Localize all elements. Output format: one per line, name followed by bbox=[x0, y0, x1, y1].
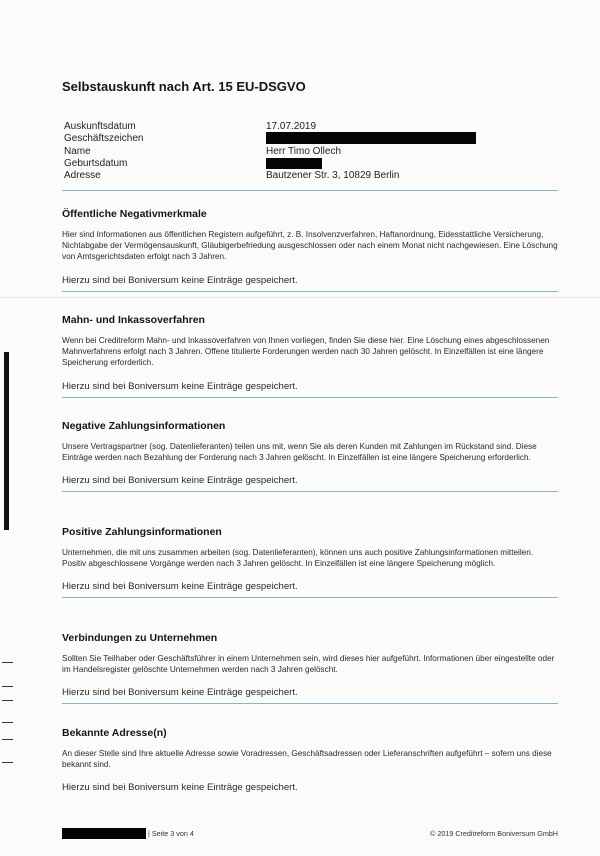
section-oeffentliche-negativmerkmale bbox=[62, 208, 558, 292]
name-value: Herr Timo Ollech bbox=[266, 145, 342, 157]
section-body: Unternehmen, die mit uns zusammen arbeiten (sog. Datenlieferanten), können uns auch positive Zahlungsinformationen mitteilen. Positiv abgeschlossene Vorgänge werden nach 3 Jahren gelöscht. In Einzelfällen ist eine längere Speicherung möglich. bbox=[62, 548, 534, 569]
info-table bbox=[64, 121, 558, 182]
auskunftsdatum-value: 17.07.2019 bbox=[266, 121, 317, 132]
section-positive-zahlungsinformationen bbox=[62, 526, 558, 598]
redaction-bar bbox=[62, 828, 146, 839]
section-mahn-inkasso bbox=[62, 314, 558, 398]
adresse-value: Bautzener Str. 3, 10829 Berlin bbox=[266, 170, 400, 182]
footer-copyright: © 2019 Creditreform Boniversum GmbH bbox=[430, 829, 558, 838]
scan-margin-tick bbox=[2, 762, 13, 763]
section-divider bbox=[62, 291, 558, 292]
scan-margin-bar bbox=[4, 352, 9, 530]
section-divider bbox=[62, 491, 558, 492]
section-note: Hierzu sind bei Boniversum keine Einträge gespeichert. bbox=[62, 274, 298, 286]
info-row-geburtsdatum bbox=[64, 158, 558, 170]
section-divider bbox=[62, 597, 558, 598]
section-body: Wenn bei Creditreform Mahn- und Inkassoverfahren von Ihnen vorliegen, finden Sie diese hier. Eine Löschung eines abgeschlossenen Mahnverfahrens erfolgt nach 3 Jahren. Offene titulierte Forderungen werden nach 30 Jahren gelöscht. In Einzelfällen ist eine längere Speicherung erforderlich. bbox=[62, 336, 550, 368]
page-footer bbox=[62, 828, 558, 840]
section-note: Hierzu sind bei Boniversum keine Einträge gespeichert. bbox=[62, 687, 298, 699]
scan-margin-tick bbox=[2, 700, 13, 701]
section-heading: Positive Zahlungsinformationen bbox=[62, 526, 222, 538]
section-note: Hierzu sind bei Boniversum keine Einträge gespeichert. bbox=[62, 581, 298, 593]
redaction-bar bbox=[266, 158, 322, 169]
geschaeftszeichen-label: Geschäftszeichen bbox=[64, 133, 144, 145]
page-number: | Seite 3 von 4 bbox=[148, 829, 194, 838]
section-heading: Öffentliche Negativmerkmale bbox=[62, 208, 207, 220]
redaction-bar bbox=[266, 132, 476, 144]
scan-artifact-line bbox=[0, 297, 600, 298]
document-title: Selbstauskunft nach Art. 15 EU-DSGVO bbox=[62, 79, 306, 94]
section-heading: Negative Zahlungsinformationen bbox=[62, 420, 226, 432]
section-note: Hierzu sind bei Boniversum keine Einträge gespeichert. bbox=[62, 380, 298, 392]
geburtsdatum-label: Geburtsdatum bbox=[64, 157, 128, 169]
adresse-label: Adresse bbox=[64, 170, 101, 182]
scan-margin-tick bbox=[2, 662, 13, 663]
section-divider bbox=[62, 703, 558, 704]
section-body: Unsere Vertragspartner (sog. Datenlieferanten) teilen uns mit, wenn Sie als deren Kunden mit Zahlungen im Rückstand sind. Diese Einträge werden nach Bezahlung der Forderung nach 3 Jahren gelöscht. In Einzelfällen ist eine längere Speicherung erforderlich. bbox=[62, 442, 537, 463]
info-row-adresse bbox=[64, 170, 558, 182]
section-body: Sollten Sie Teilhaber oder Geschäftsführer in einem Unternehmen sein, wird dieses hier aufgeführt. Informationen über eingestellte oder im Handelsregister gelöschte Unternehmen werden nach 3 Jahren gelöscht. bbox=[62, 654, 555, 675]
section-body: An dieser Stelle sind Ihre aktuelle Adresse sowie Voradressen, Geschäftsadressen oder Lieferanschriften aufgeführt – sofern uns diese bekannt sind. bbox=[62, 749, 552, 770]
section-heading: Verbindungen zu Unternehmen bbox=[62, 632, 218, 644]
name-label: Name bbox=[64, 145, 91, 157]
info-row-geschaeftszeichen bbox=[64, 133, 558, 145]
section-body: Hier sind Informationen aus öffentlichen Registern aufgeführt, z. B. Insolvenzverfahren, Haftanordnung, Eidesstattliche Versicherung, Nichtabgabe der Vermögensauskunft, Gläubigerbefriedung ausgeschlossen oder nach einem Monat nicht nachgewiesen. Eine Löschung von Amtsgerichtsdaten erfolgt nach 3 Jahren. bbox=[62, 230, 558, 262]
auskunftsdatum-label: Auskunftsdatum bbox=[64, 121, 136, 132]
section-note: Hierzu sind bei Boniversum keine Einträge gespeichert. bbox=[62, 782, 298, 794]
section-negative-zahlungsinformationen bbox=[62, 420, 558, 492]
section-heading: Mahn- und Inkassoverfahren bbox=[62, 314, 205, 326]
section-bekannte-adressen bbox=[62, 727, 558, 793]
section-divider bbox=[62, 397, 558, 398]
scan-margin-tick bbox=[2, 739, 13, 740]
section-note: Hierzu sind bei Boniversum keine Einträge gespeichert. bbox=[62, 475, 298, 487]
scan-margin-tick bbox=[2, 722, 13, 723]
scan-margin-tick bbox=[2, 686, 13, 687]
info-divider bbox=[62, 190, 558, 191]
info-row-name bbox=[64, 146, 558, 158]
section-heading: Bekannte Adresse(n) bbox=[62, 727, 167, 739]
section-verbindungen-unternehmen bbox=[62, 632, 558, 704]
